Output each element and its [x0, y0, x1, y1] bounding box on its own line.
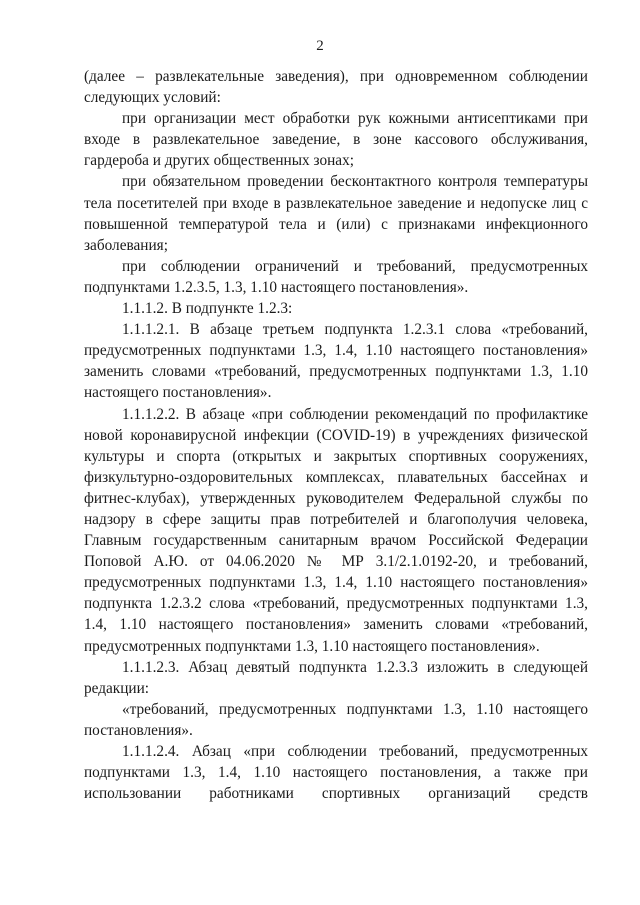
paragraph: 1.1.1.2. В подпункте 1.2.3: — [122, 300, 293, 318]
paragraph: при соблюдении ограничений и требований, предусмотренных подпунктами 1.2.3.5, 1.3, 1.10 настоящего постановления». — [84, 257, 588, 296]
paragraph: «требований, предусмотренных подпунктами 1.3, 1.10 настоящего постановления». — [84, 700, 588, 739]
page-number: 2 — [316, 38, 324, 54]
paragraph-continued: 1.1.1.2.4. Абзац «при соблюдении требований, предусмотренных подпунктами 1.3, 1.4, 1.10 настоящего постановления, а также при использовании работниками спортивных организаций средств — [84, 743, 588, 803]
paragraph: 1.1.1.2.1. В абзаце третьем подпункта 1.2.3.1 слова «требований, предусмотренных подпунктами 1.3, 1.4, 1.10 настоящего постановления» заменить словами «требований, предусмотренных подпунктами 1.3, 1.10 настоящего постановления». — [84, 321, 588, 402]
paragraph: 1.1.1.2.3. Абзац девятый подпункта 1.2.3.3 изложить в следующей редакции: — [84, 658, 588, 697]
document-body — [84, 66, 588, 804]
paragraph: при организации мест обработки рук кожными антисептиками при входе в развлекательное заведение, в зоне кассового обслуживания, гардероба и других общественных зонах; — [84, 110, 588, 170]
paragraph: (далее – развлекательные заведения), при одновременном соблюдении следующих условий: — [84, 68, 588, 107]
paragraph: 1.1.1.2.2. В абзаце «при соблюдении рекомендаций по профилактике новой коронавирусной инфекции (COVID-19) в учреждениях физической культуры и спорта (открытых и закрытых спортивных сооружениях, физкультурно-оздоровительных комплексах, плавательных бассейнах и фитнес-клубах), утвержденных руководителем Федеральной службы по надзору в сфере защиты прав потребителей и благополучия человека, Главным государственным санитарным врачом Российской Федерации Поповой А.Ю. от 04.06.2020 № МР 3.1/2.1.0192-20, и требований, предусмотренных подпунктами 1.3, 1.4, 1.10 настоящего постановления» подпункта 1.2.3.2 слова «требований, предусмотренных подпунктами 1.3, 1.4, 1.10 настоящего постановления» заменить словами «требований, предусмотренных подпунктами 1.3, 1.10 настоящего постановления». — [84, 405, 588, 655]
paragraph: при обязательном проведении бесконтактного контроля температуры тела посетителей при входе в развлекательное заведение и недопуске лиц с повышенной температурой тела и (или) с признаками инфекционного заболевания; — [84, 173, 588, 254]
